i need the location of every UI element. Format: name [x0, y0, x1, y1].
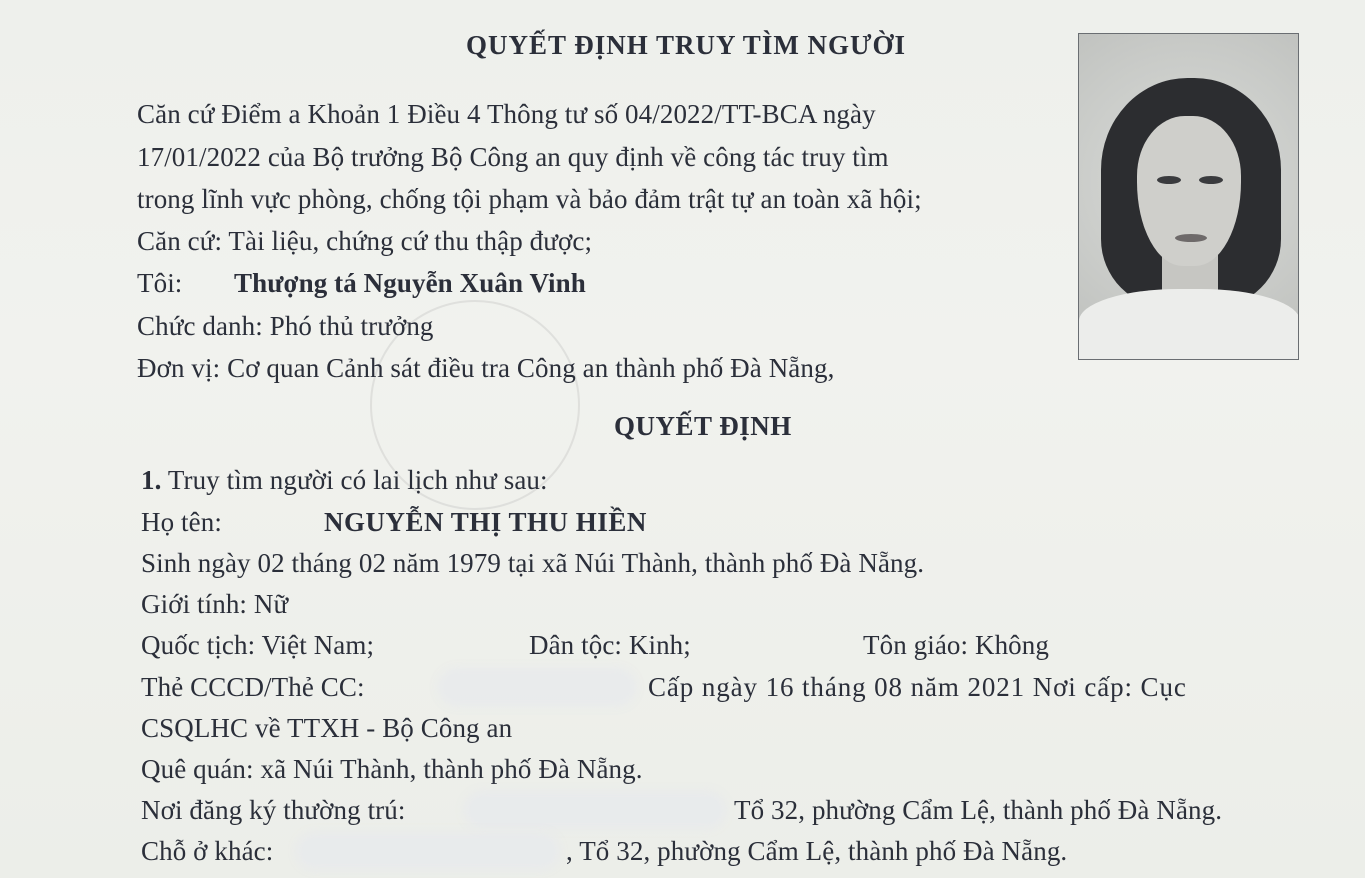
nationality-info: Quốc tịch: Việt Nam; [141, 630, 375, 660]
portrait-shirt [1079, 289, 1299, 360]
religion-info: Tôn giáo: Không [863, 630, 1049, 660]
person-name: NGUYỄN THỊ THU HIỀN [324, 507, 647, 537]
issuer-position: Chức danh: Phó thủ trưởng [137, 311, 434, 341]
item-1 [141, 463, 548, 497]
redacted-id-number [444, 674, 630, 700]
hometown-info: Quê quán: xã Núi Thành, thành phố Đà Nẵng. [141, 754, 643, 784]
basis-line-3: trong lĩnh vực phòng, chống tội phạm và bảo đảm trật tự an toàn xã hội; [137, 184, 922, 214]
birth-info: Sinh ngày 02 tháng 02 năm 1979 tại xã Núi Thành, thành phố Đà Nẵng. [141, 548, 925, 578]
item-text: Truy tìm người có lai lịch như sau: [167, 465, 548, 495]
portrait-right-eye [1199, 176, 1223, 184]
issuer-label: Tôi: [137, 268, 183, 298]
name-label: Họ tên: [141, 507, 222, 537]
other-residence-tail: , Tổ 32, phường Cẩm Lệ, thành phố Đà Nẵng. [566, 836, 1068, 866]
portrait-face [1137, 116, 1241, 266]
id-issue-info: Cấp ngày 16 tháng 08 năm 2021 Nơi cấp: Cục [648, 672, 1187, 702]
other-residence-label: Chỗ ở khác: [141, 836, 274, 866]
redacted-residence-address [470, 797, 720, 823]
item-number: 1. [141, 465, 162, 495]
portrait-left-eye [1157, 176, 1181, 184]
residence-tail: Tổ 32, phường Cẩm Lệ, thành phố Đà Nẵng. [734, 795, 1223, 825]
basis-line-1: Căn cứ Điểm a Khoản 1 Điều 4 Thông tư số 04/2022/TT-BCA ngày [137, 99, 876, 129]
document-title: QUYẾT ĐỊNH TRUY TÌM NGƯỜI [466, 30, 907, 60]
decision-heading: QUYẾT ĐỊNH [614, 411, 792, 441]
residence-label: Nơi đăng ký thường trú: [141, 795, 406, 825]
basis-line-2: 17/01/2022 của Bộ trưởng Bộ Công an quy định về công tác truy tìm [137, 142, 889, 172]
portrait-photo [1078, 33, 1299, 360]
id-label: Thẻ CCCD/Thẻ CC: [141, 672, 365, 702]
portrait-mouth [1175, 234, 1207, 242]
issuer-name: Thượng tá Nguyễn Xuân Vinh [234, 268, 586, 298]
issuer-unit: Đơn vị: Cơ quan Cảnh sát điều tra Công an thành phố Đà Nẵng, [137, 353, 835, 383]
basis-line-4: Căn cứ: Tài liệu, chứng cứ thu thập được; [137, 226, 593, 256]
ethnicity-info: Dân tộc: Kinh; [529, 630, 691, 660]
gender-info: Giới tính: Nữ [141, 589, 289, 619]
redacted-other-address [302, 838, 554, 864]
id-issuer-continued: CSQLHC về TTXH - Bộ Công an [141, 713, 513, 743]
